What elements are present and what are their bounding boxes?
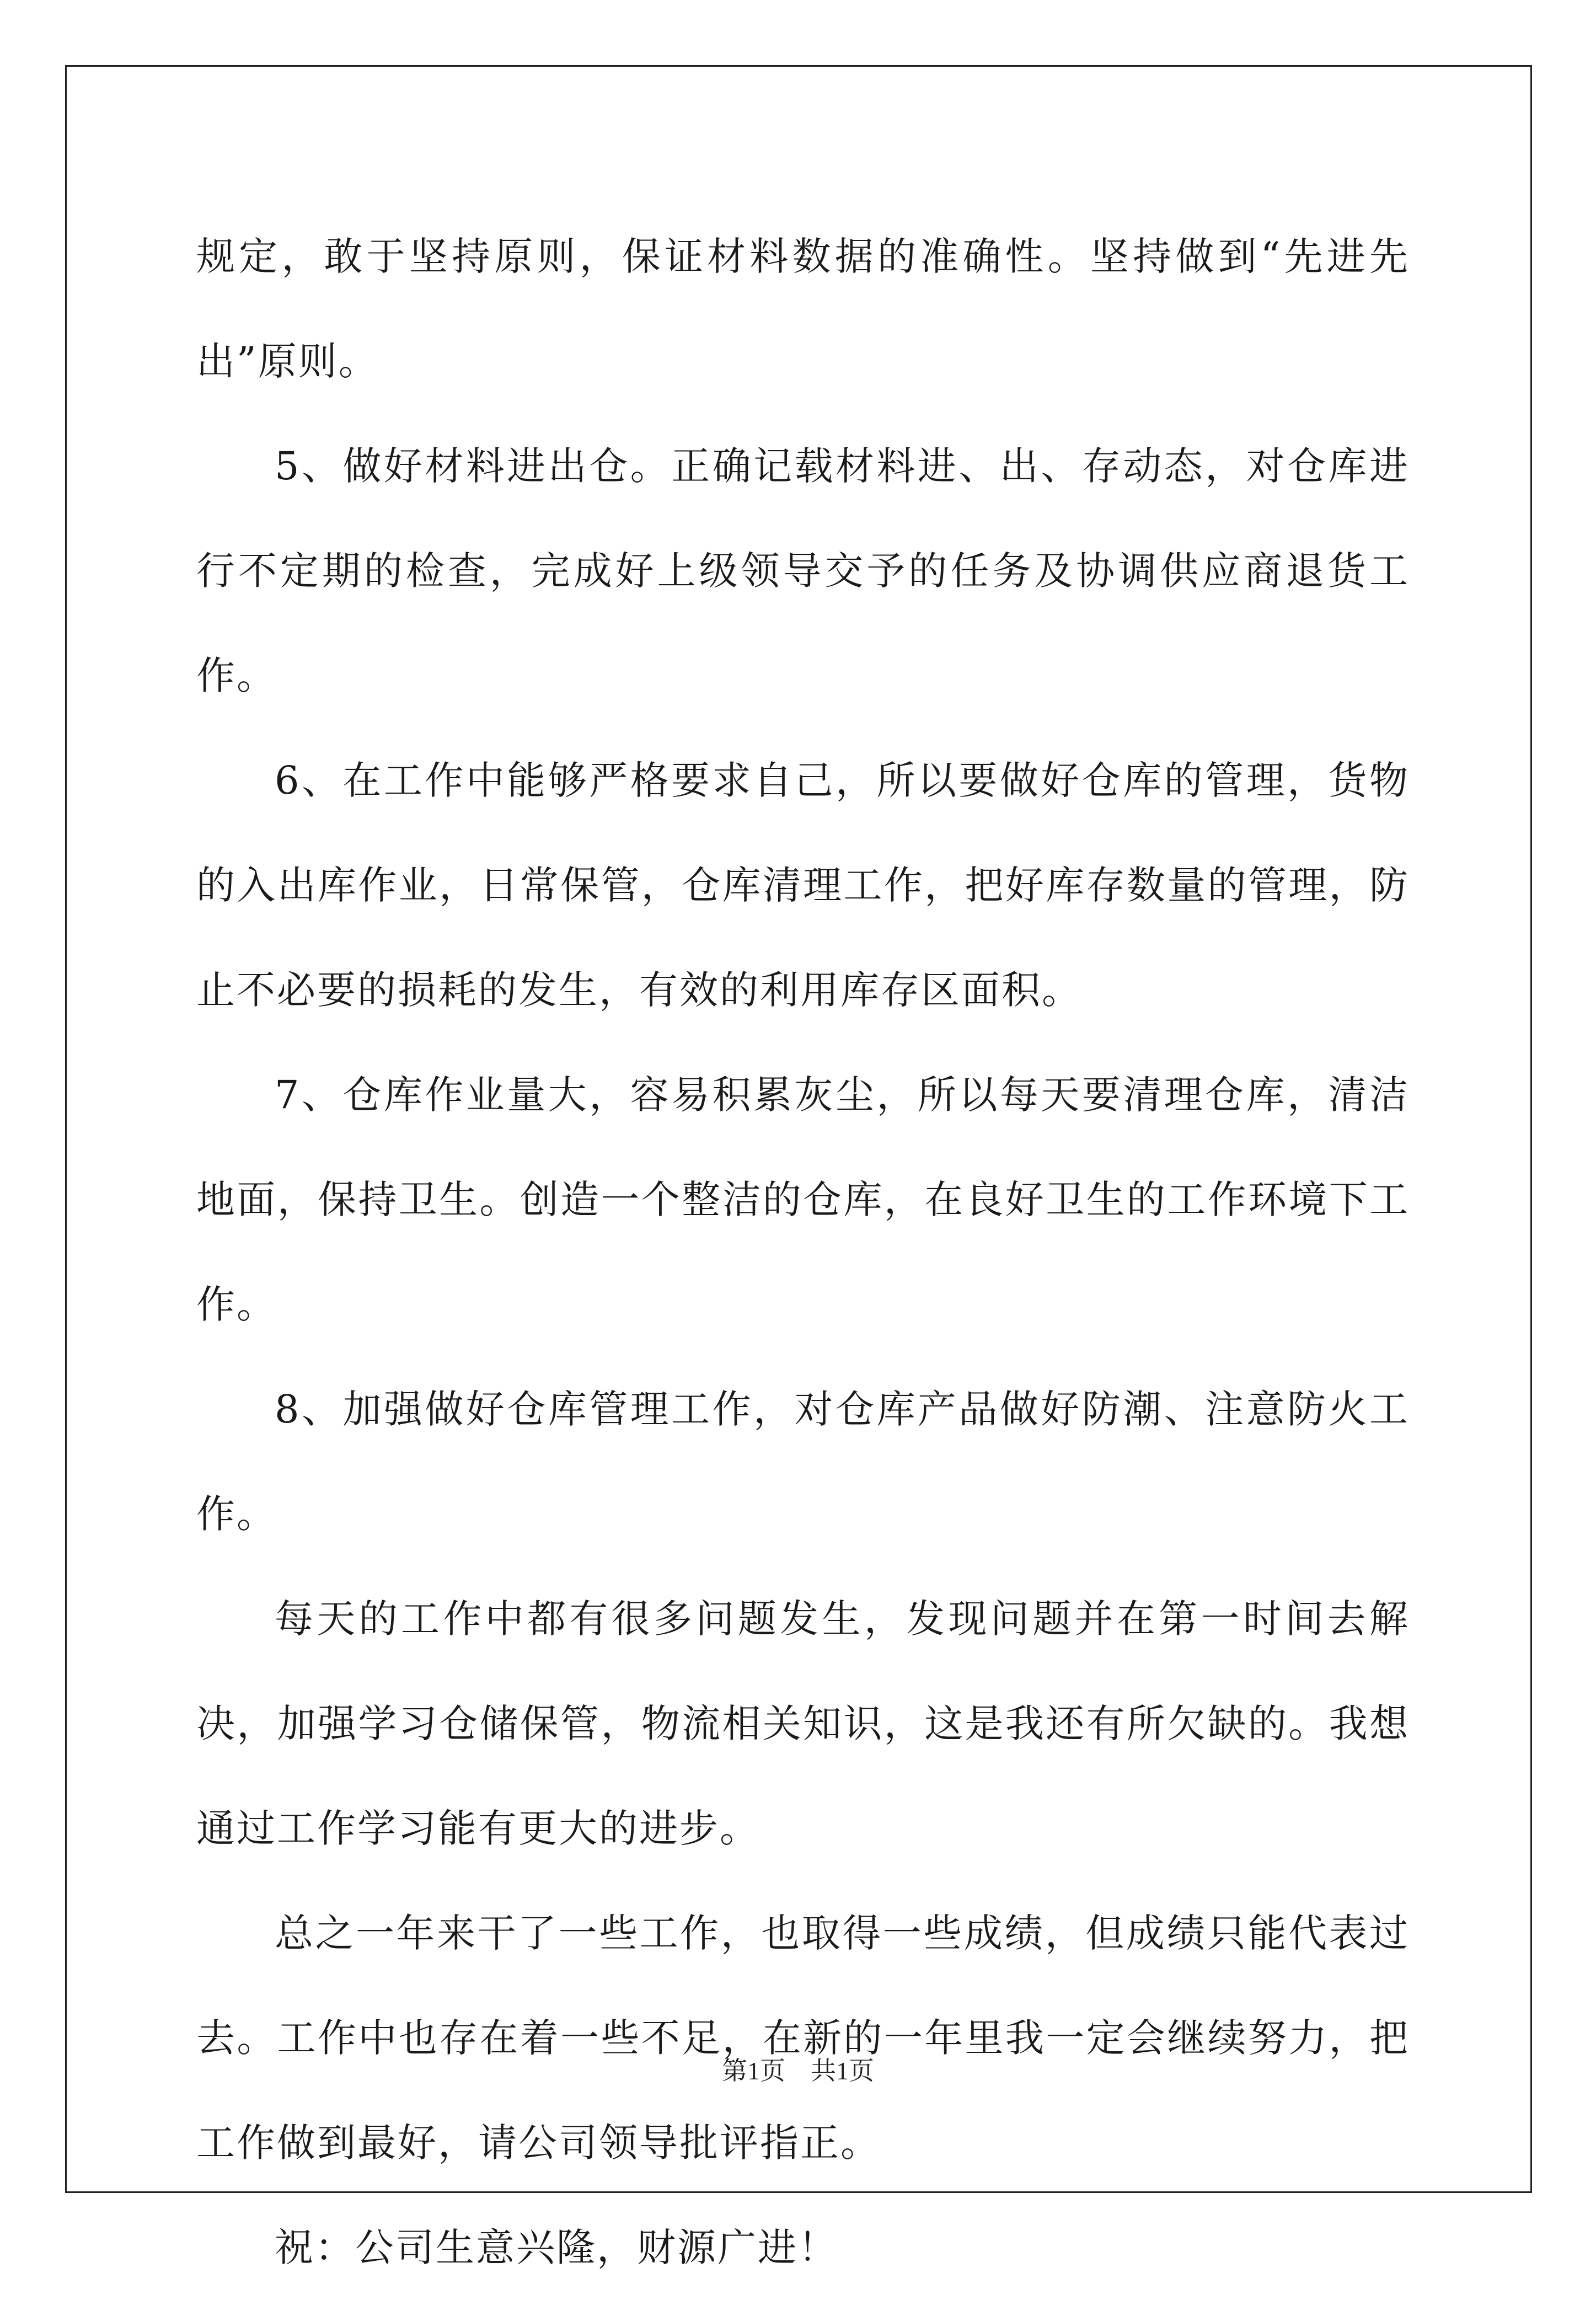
paragraph: 6、在工作中能够严格要求自己，所以要做好仓库的管理，货物的入出库作业，日常保管，仓库清理工作，把好库存数量的管理，防止不必要的损耗的发生，有效的利用库存区面积。 <box>196 758 1410 1013</box>
paragraph: 8、加强做好仓库管理工作，对仓库产品做好防潮、注意防火工作。 <box>196 1387 1410 1537</box>
document-body <box>196 204 1410 2300</box>
paragraph: 祝：公司生意兴隆，财源广进！ <box>275 2225 838 2270</box>
paragraph: 每天的工作中都有很多问题发生，发现问题并在第一时间去解决，加强学习仓储保管，物流相关知识，这是我还有所欠缺的。我想通过工作学习能有更大的进步。 <box>196 1596 1410 1851</box>
paragraph: 7、仓库作业量大，容易积累灰尘，所以每天要清理仓库，清洁地面，保持卫生。创造一个整洁的仓库，在良好卫生的工作环境下工作。 <box>196 1072 1410 1327</box>
paragraph: 5、做好材料进出仓。正确记载材料进、出、存动态，对仓库进行不定期的检查，完成好上级领导交予的任务及协调供应商退货工作。 <box>196 443 1410 698</box>
paragraph: 规定，敢于坚持原则，保证材料数据的准确性。坚持做到“先进先出”原则。 <box>196 234 1410 384</box>
paragraph: 总之一年来干了一些工作，也取得一些成绩，但成绩只能代表过去。工作中也存在着一些不足，在新的一年里我一定会继续努力，把工作做到最好，请公司领导批评指正。 <box>196 1911 1410 2165</box>
page-footer: 第1页 共1页 <box>722 2057 874 2085</box>
